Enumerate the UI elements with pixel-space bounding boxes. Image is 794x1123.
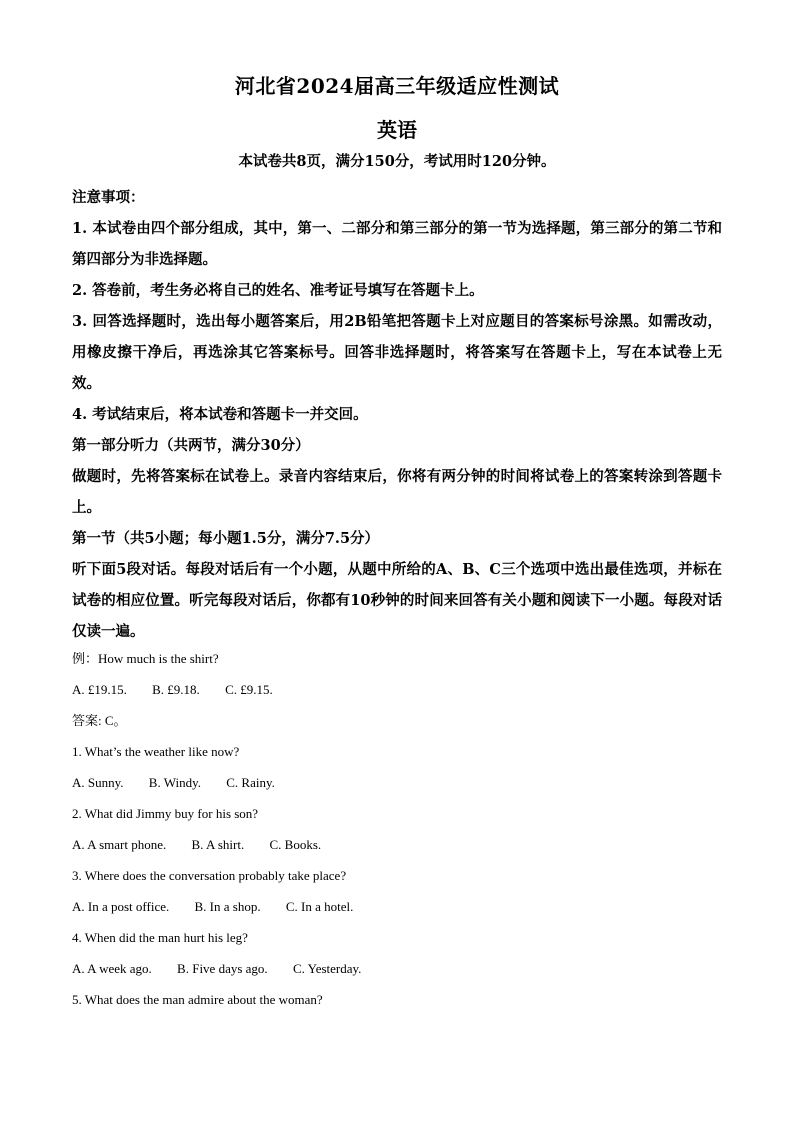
- listening-questions: [72, 648, 722, 1020]
- exam-info: 本试卷共8页，满分150分，考试用时120分钟。: [238, 153, 556, 170]
- question-4: 4. When did the man hurt his leg?: [72, 930, 248, 945]
- question-3-options: [72, 896, 722, 927]
- option-a: A. A week ago.: [72, 961, 152, 976]
- example-question: 例：How much is the shirt?: [72, 651, 219, 666]
- option-b: B. In a shop.: [194, 899, 261, 914]
- example-answer: 答案: C。: [72, 713, 127, 728]
- notice-heading: 注意事项：: [72, 189, 145, 206]
- subject-title: 英语: [377, 118, 417, 142]
- option-c: C. £9.15.: [225, 682, 273, 697]
- option-b: B. Windy.: [148, 775, 201, 790]
- option-c: C. Rainy.: [226, 775, 275, 790]
- part1-heading: 第一部分听力（共两节，满分30分）: [72, 437, 310, 454]
- option-a: A. A smart phone.: [72, 837, 167, 852]
- exam-title: 河北省2024届高三年级适应性测试: [234, 74, 560, 98]
- question-5: 5. What does the man admire about the woman?: [72, 992, 323, 1007]
- notice-section: [72, 182, 722, 647]
- question-4-options: [72, 958, 722, 989]
- example-options: [72, 679, 722, 710]
- notice-item-1: 1. 本试卷由四个部分组成，其中，第一、二部分和第三部分的第一节为选择题，第三部分的第二节和第四部分为非选择题。: [72, 220, 722, 268]
- part1-instruction: 做题时，先将答案标在试卷上。录音内容结束后，你将有两分钟的时间将试卷上的答案转涂到答题卡上。: [72, 468, 722, 516]
- question-2: 2. What did Jimmy buy for his son?: [72, 806, 259, 821]
- option-b: B. A shirt.: [191, 837, 245, 852]
- section1-instruction: 听下面5段对话。每段对话后有一个小题，从题中所给的A、B、C三个选项中选出最佳选项，并标在试卷的相应位置。听完每段对话后，你都有10秒钟的时间来回答有关小题和阅读下一小题。每段对话仅读一遍。: [72, 561, 722, 640]
- option-c: C. Yesterday.: [292, 961, 362, 976]
- option-c: C. Books.: [269, 837, 322, 852]
- question-1-options: [72, 772, 722, 803]
- question-2-options: [72, 834, 722, 865]
- option-a: A. In a post office.: [72, 899, 170, 914]
- notice-item-2: 2. 答卷前，考生务必将自己的姓名、准考证号填写在答题卡上。: [72, 282, 484, 299]
- section1-heading: 第一节（共5小题；每小题1.5分，满分7.5分）: [72, 530, 380, 547]
- question-1: 1. What’s the weather like now?: [72, 744, 240, 759]
- option-a: A. £19.15.: [72, 682, 127, 697]
- notice-item-3: 3. 回答选择题时，选出每小题答案后，用2B铅笔把答题卡上对应题目的答案标号涂黑。如需改动，用橡皮擦干净后，再选涂其它答案标号。回答非选择题时，将答案写在答题卡上，写在本试卷上无效。: [72, 313, 722, 392]
- option-c: C. In a hotel.: [285, 899, 354, 914]
- option-b: B. £9.18.: [152, 682, 200, 697]
- notice-item-4: 4. 考试结束后，将本试卷和答题卡一并交回。: [72, 406, 368, 423]
- question-3: 3. Where does the conversation probably take place?: [72, 868, 347, 883]
- option-b: B. Five days ago.: [177, 961, 268, 976]
- option-a: A. Sunny.: [72, 775, 124, 790]
